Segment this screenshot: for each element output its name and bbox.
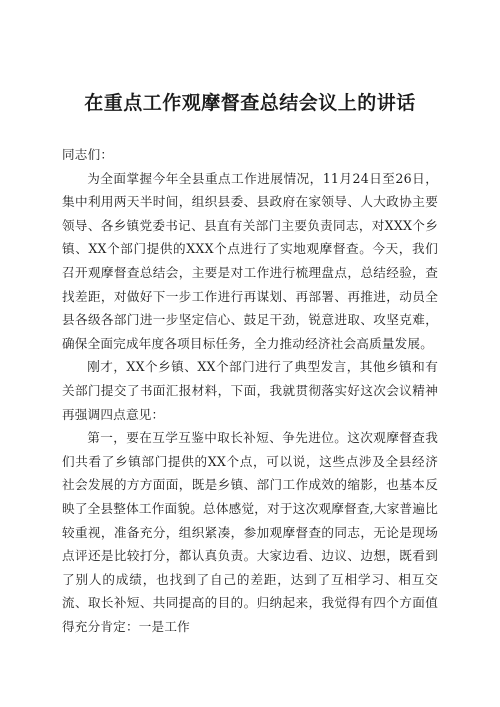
document-title: 在重点工作观摩督查总结会议上的讲话 [84,92,416,114]
paragraph: 刚才，XX个乡镇、XX个部门进行了典型发言，其他乡镇和有关部门提交了书面汇报材料，下面，我就贯彻落实好这次会议精神再强调四点意见： [62,359,438,422]
paragraph: 为全面掌握今年全县重点工作进展情况，11月24日至26日，集中利用两天半时间，组织县委、县政府在家领导、人大政协主要领导、各乡镇党委书记、县直有关部门主要负责同志，对XXX个乡镇、XX个部门提供的XXX个点进行了实地观摩督查。今天，我们召开观摩督查总结会，主要是对工作进行梳理盘点，总结经验，查找差距，对做好下一步工作进行再谋划、再部署、再推进，动员全县各级各部门进一步坚定信心、鼓足干劲，锐意进取、攻坚克难，确保全面完成年度各项目标任务，全力推动经济社会高质量发展。 [62,170,438,351]
salutation: 同志们： [62,147,114,162]
document-body [62,143,438,638]
paragraph: 第一，要在互学互鉴中取长补短、争先进位。这次观摩督查我们共看了乡镇部门提供的XX个点，可以说，这些点涉及全县经济社会发展的方方面面，既是乡镇、部门工作成效的缩影，也基本反映了全县整体工作面貌。总体感觉，对于这次观摩督查,大家普遍比较重视，准备充分，组织紧凑，参加观摩督查的同志，无论是现场点评还是比较打分，都认真负责。大家边看、边议、边想，既看到了别人的成绩，也找到了自己的差距，达到了互相学习、相互交流、取长补短、共同提高的目的。归纳起来，我觉得有四个方面值得充分肯定：一是工作 [62,430,438,634]
